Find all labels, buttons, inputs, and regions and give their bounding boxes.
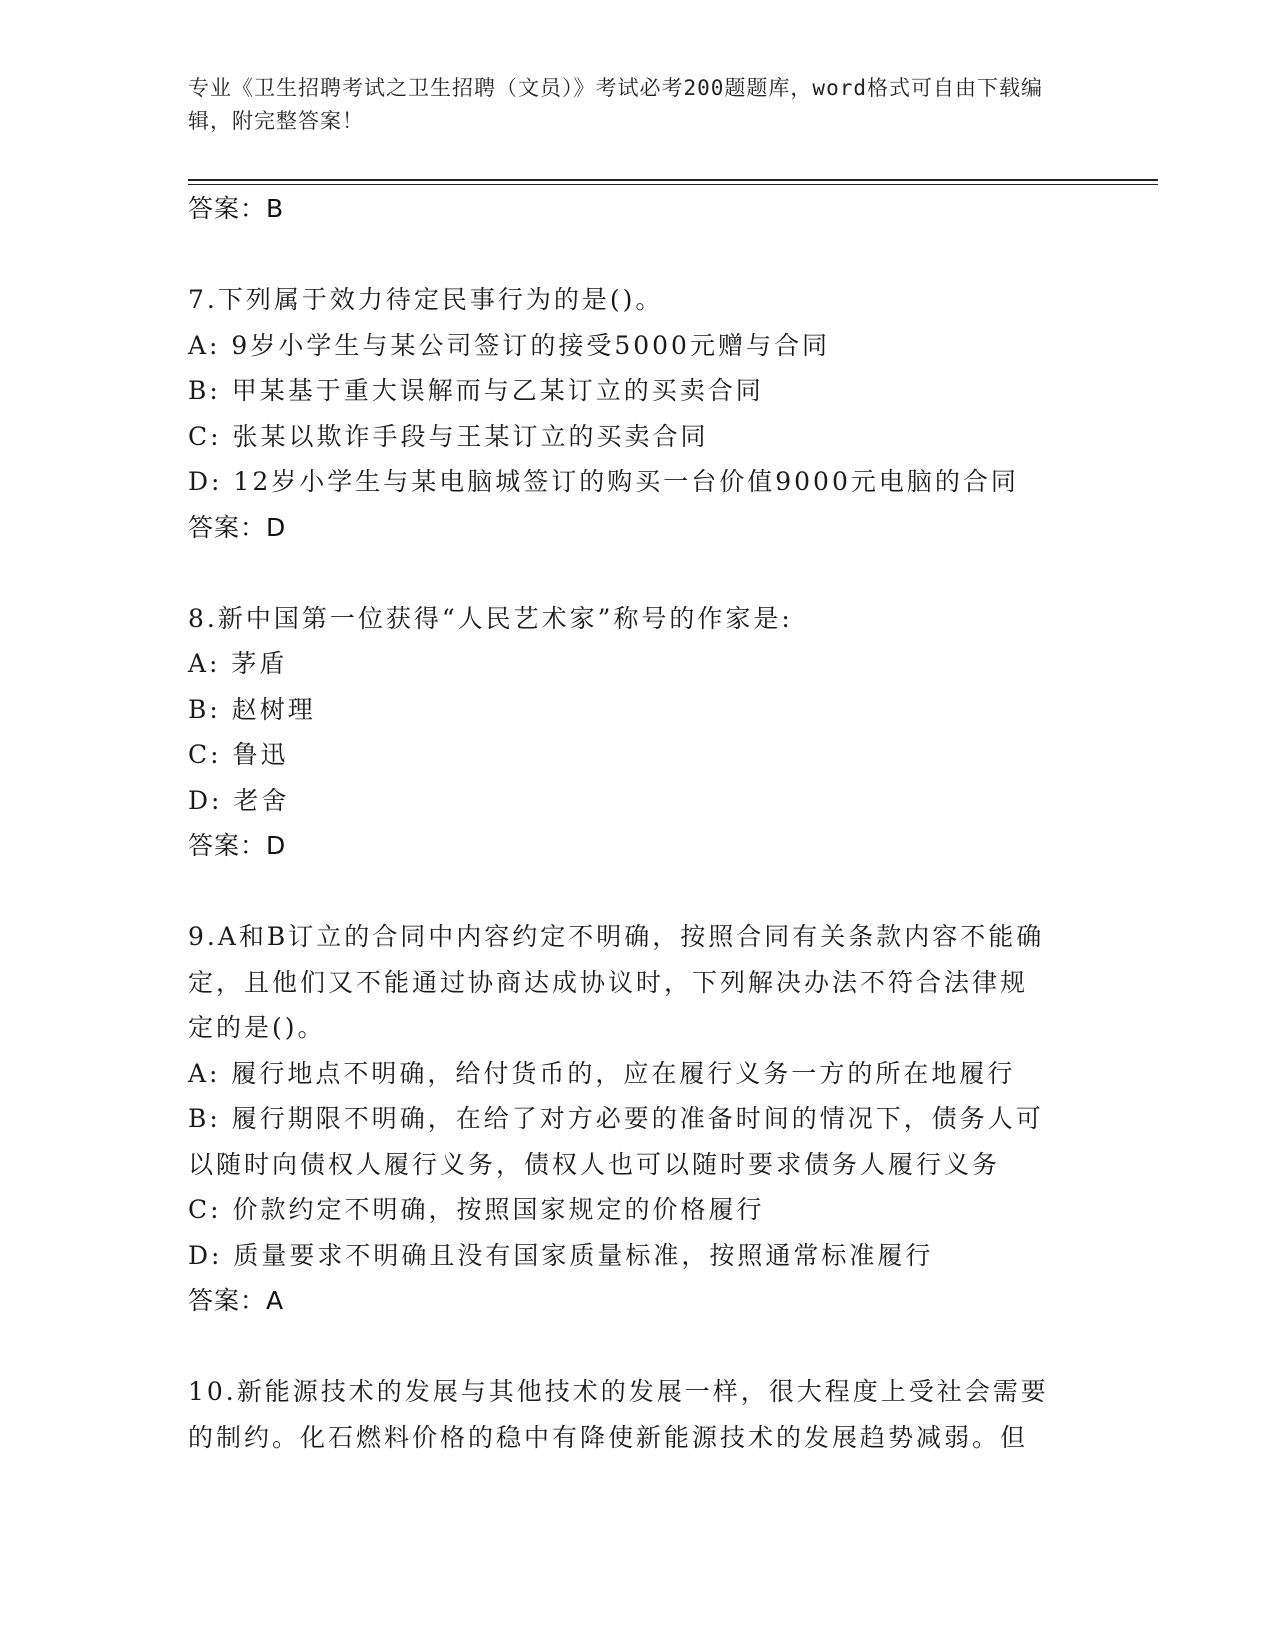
- answer-prev: 答案：B: [188, 194, 285, 223]
- question-stem: 8.新中国第一位获得“人民艺术家”称号的作家是:: [188, 603, 793, 633]
- option-a: A: 茅盾: [188, 649, 288, 678]
- option-b: B: 赵树理: [188, 694, 316, 724]
- option-a: A: 9岁小学生与某公司签订的接受5000元赠与合同: [188, 330, 830, 360]
- question-8: [188, 596, 1088, 869]
- option-d: D: 质量要求不明确且没有国家质量标准，按照通常标准履行: [188, 1240, 934, 1270]
- option-d: D: 老舍: [188, 785, 290, 815]
- option-b-continued: 以随时向债权人履行义务，债权人也可以随时要求债务人履行义务: [188, 1149, 1001, 1179]
- page-header: 专业《卫生招聘考试之卫生招聘（文员）》考试必考200题题库，word格式可自由下载编辑，附完整答案！: [188, 76, 1043, 133]
- spacer: [188, 232, 1088, 278]
- question-stem-line: 定，且他们又不能通过协商达成协议时，下列解决办法不符合法律规: [188, 967, 1029, 997]
- option-b: B: 履行期限不明确，在给了对方必要的准备时间的情况下，债务人可: [188, 1104, 1044, 1133]
- question-stem-line: 10.新能源技术的发展与其他技术的发展一样，很大程度上受社会需要: [188, 1377, 1049, 1406]
- question-stem: 7.下列属于效力待定民事行为的是()。: [188, 285, 664, 314]
- question-7: [188, 277, 1088, 550]
- answer: 答案：A: [188, 1286, 285, 1315]
- spacer: [188, 1324, 1088, 1370]
- option-b: B: 甲某基于重大误解而与乙某订立的买卖合同: [188, 376, 764, 405]
- question-stem-line: 定的是()。: [188, 1013, 326, 1042]
- question-10: [188, 1369, 1088, 1460]
- option-c: C: 张某以欺诈手段与王某订立的买卖合同: [188, 421, 709, 451]
- header-rule-thin: [188, 184, 1158, 185]
- header-rule: [188, 179, 1158, 181]
- answer: 答案：D: [188, 831, 287, 860]
- option-a: A: 履行地点不明确，给付货币的，应在履行义务一方的所在地履行: [188, 1058, 1016, 1088]
- question-stem-line: 的制约。化石燃料价格的稳中有降使新能源技术的发展趋势减弱。但: [188, 1422, 1029, 1452]
- question-stem-line: 9.A和B订立的合同中内容约定不明确，按照合同有关条款内容不能确: [188, 922, 1045, 951]
- option-c: C: 鲁迅: [188, 740, 289, 769]
- spacer: [188, 869, 1088, 915]
- option-c: C: 价款约定不明确，按照国家规定的价格履行: [188, 1195, 765, 1224]
- answer: 答案：D: [188, 512, 287, 542]
- option-d: D: 12岁小学生与某电脑城签订的购买一台价值9000元电脑的合同: [188, 467, 1019, 496]
- question-9: [188, 914, 1088, 1324]
- question-content: [188, 186, 1088, 1460]
- spacer: [188, 550, 1088, 596]
